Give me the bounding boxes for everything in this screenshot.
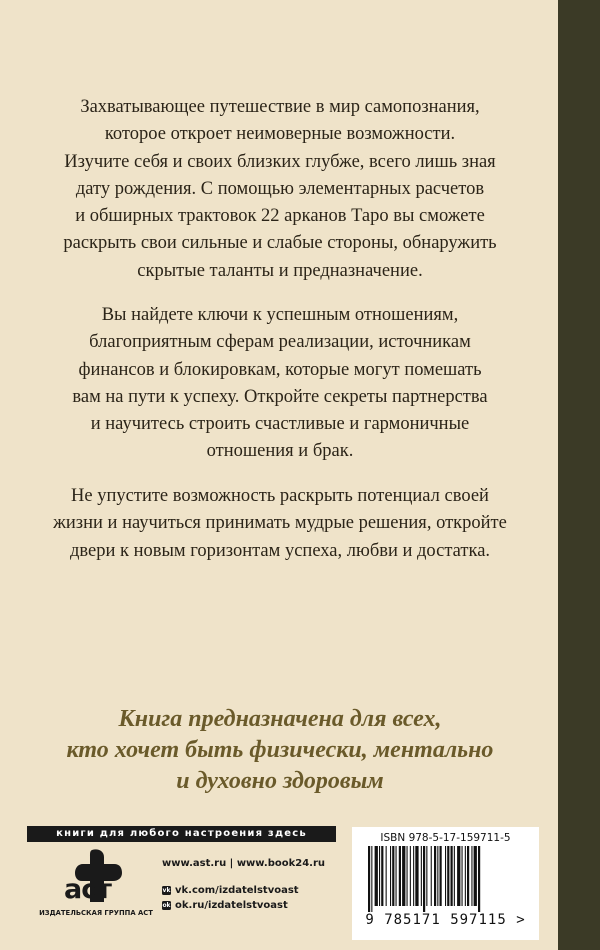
text-line: двери к новым горизонтам успеха, любви и достатка.	[69, 540, 491, 561]
vk-link-text: vk.com/izdatelstvoast	[175, 885, 299, 896]
isbn-text: ISBN 978-5-17-159711-5	[380, 832, 511, 844]
text-line: раскрыть свои сильные и слабые стороны, обнаружить	[63, 233, 497, 254]
ok-icon: ok	[162, 902, 171, 909]
barcode-bar	[462, 846, 463, 906]
barcode-bar	[447, 846, 449, 906]
barcode-bar	[467, 846, 469, 906]
barcode-bar	[451, 846, 453, 906]
barcode-bar	[478, 846, 480, 912]
barcode-bar	[379, 846, 380, 906]
text-line: вам на пути к успеху. Откройте секреты партнерства	[72, 386, 488, 407]
barcode-bar	[471, 846, 472, 906]
ean-number: 9 785171 597115 >	[365, 912, 526, 928]
text-line: Не упустите возможность раскрыть потенциал своей	[71, 486, 489, 506]
text-line: отношения и брак.	[206, 441, 354, 462]
barcode-bar	[454, 846, 455, 906]
barcode-bar	[381, 846, 383, 906]
barcode-bar	[413, 846, 414, 906]
text-line: Захватывающее путешествие в мир самопознания,	[80, 97, 480, 117]
text-line: жизни и научиться принимать мудрые решения, откройте	[53, 513, 507, 534]
barcode-bar	[457, 846, 460, 906]
text-line: Изучите себя и своих близких глубже, всего лишь зная	[64, 151, 496, 172]
description-paragraph-1	[20, 94, 540, 285]
ast-logo	[38, 846, 148, 908]
barcode-bar	[396, 846, 397, 906]
barcode-bar	[390, 846, 391, 906]
barcode-bar	[386, 846, 387, 906]
barcode-bar	[465, 846, 466, 906]
description-paragraph-3	[20, 483, 540, 565]
description-paragraph-2	[20, 302, 540, 466]
text-line: финансов и блокировкам, которые могут помешать	[78, 359, 482, 380]
barcode-bar	[445, 846, 446, 906]
barcode-icon	[366, 846, 526, 912]
tagline-line: Книга предназначена для всех,	[118, 706, 442, 732]
text-line: и обширных трактовок 22 арканов Таро вы сможете	[75, 206, 485, 227]
barcode-bar	[368, 846, 370, 912]
ok-link-text: ok.ru/izdatelstvoast	[175, 900, 288, 911]
barcode-bar	[423, 846, 425, 912]
spine-strip	[558, 0, 600, 950]
text-line: которое откроет неимоверные возможности.	[104, 124, 456, 145]
tagline-line: кто хочет быть физически, ментально	[66, 737, 494, 763]
barcode-bar	[399, 846, 401, 906]
barcode-bar	[437, 846, 438, 906]
barcode-bar	[431, 846, 432, 906]
barcode-bar	[392, 846, 394, 906]
publisher-name: ИЗДАТЕЛЬСКАЯ ГРУППА АСТ	[39, 909, 153, 917]
tagline-line: и духовно здоровым	[176, 768, 384, 794]
barcode-bar	[375, 846, 378, 906]
barcode-bar	[426, 846, 427, 906]
barcode-panel	[352, 827, 539, 940]
text-line: скрытые таланты и предназначение.	[137, 260, 423, 281]
series-banner: книги для любого настроения здесь	[27, 826, 336, 842]
tagline	[20, 704, 540, 797]
text-line: Вы найдете ключи к успешным отношениям,	[101, 305, 459, 325]
logo-text: аст	[64, 874, 111, 905]
barcode-bar	[415, 846, 418, 906]
barcode-bar	[410, 846, 411, 906]
barcode-bar	[474, 846, 477, 906]
barcode-bar	[434, 846, 436, 906]
barcode-bar	[421, 846, 422, 906]
barcode-bar	[440, 846, 442, 906]
barcode-bar	[402, 846, 405, 906]
vk-icon: vk	[162, 887, 171, 894]
text-line: и научитесь строить счастливые и гармоничные	[90, 414, 470, 435]
barcode-bar	[407, 846, 408, 906]
barcode-bar	[371, 846, 372, 912]
text-line: дату рождения. С помощью элементарных расчетов	[75, 178, 485, 199]
ok-link[interactable]	[162, 900, 288, 911]
vk-link[interactable]	[162, 885, 299, 896]
website-links[interactable]: www.ast.ru | www.book24.ru	[162, 858, 326, 869]
text-line: благоприятным сферам реализации, источникам	[89, 332, 471, 353]
